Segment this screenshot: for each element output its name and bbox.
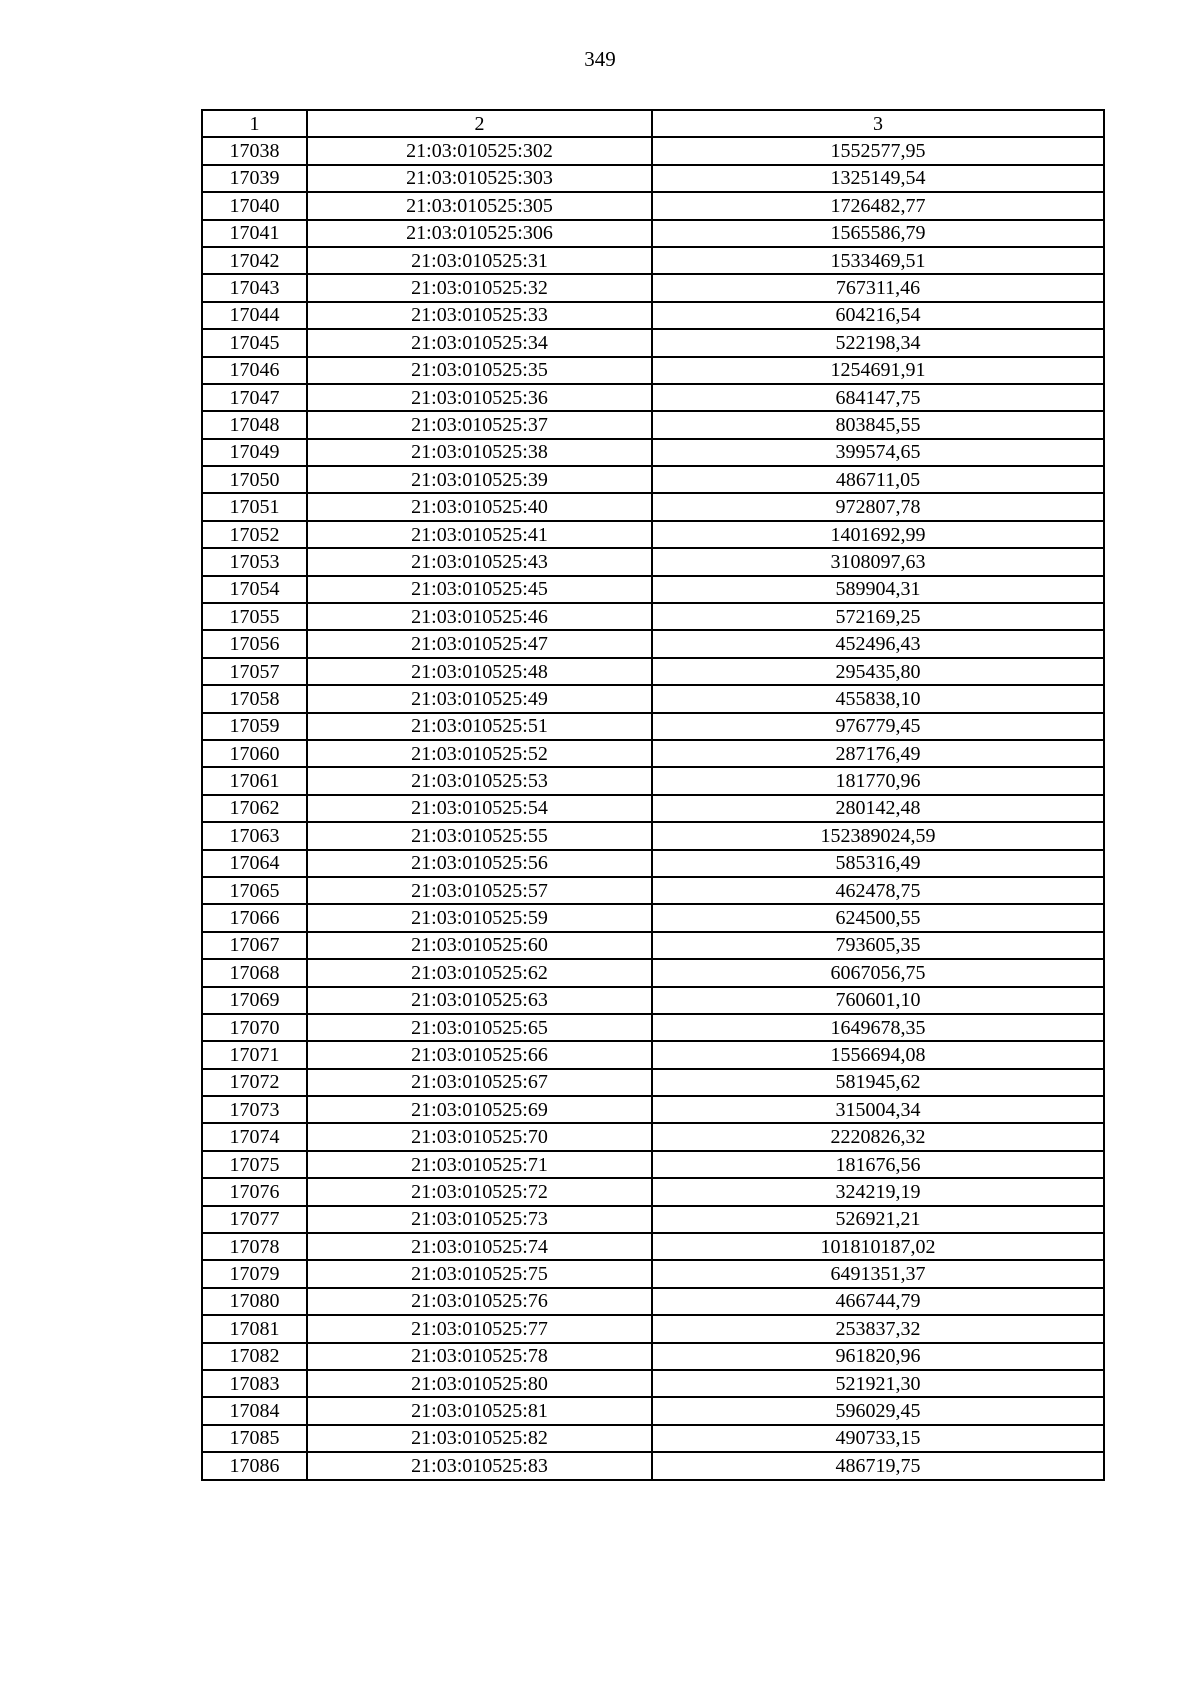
value-cell: 589904,31 (652, 576, 1104, 603)
row-number-cell: 17040 (202, 192, 307, 219)
value-cell: 1533469,51 (652, 247, 1104, 274)
cadastral-number-cell: 21:03:010525:81 (307, 1397, 652, 1424)
table-row (202, 767, 1104, 794)
cadastral-number-cell: 21:03:010525:48 (307, 658, 652, 685)
cadastral-number-cell: 21:03:010525:74 (307, 1233, 652, 1260)
row-number-cell: 17047 (202, 384, 307, 411)
row-number-cell: 17053 (202, 548, 307, 575)
table-row (202, 521, 1104, 548)
table-row (202, 1288, 1104, 1315)
row-number-cell: 17058 (202, 685, 307, 712)
table-row (202, 603, 1104, 630)
value-cell: 253837,32 (652, 1315, 1104, 1342)
table-row (202, 137, 1104, 164)
row-number-cell: 17051 (202, 493, 307, 520)
cadastral-number-cell: 21:03:010525:82 (307, 1425, 652, 1452)
row-number-cell: 17065 (202, 877, 307, 904)
row-number-cell: 17070 (202, 1014, 307, 1041)
cadastral-number-cell: 21:03:010525:43 (307, 548, 652, 575)
header-cell-col-1: 1 (202, 110, 307, 137)
value-cell: 793605,35 (652, 932, 1104, 959)
value-cell: 976779,45 (652, 713, 1104, 740)
table-row (202, 1206, 1104, 1233)
row-number-cell: 17061 (202, 767, 307, 794)
table-row (202, 1233, 1104, 1260)
row-number-cell: 17069 (202, 987, 307, 1014)
cadastral-number-cell: 21:03:010525:306 (307, 220, 652, 247)
value-cell: 315004,34 (652, 1096, 1104, 1123)
cadastral-number-cell: 21:03:010525:302 (307, 137, 652, 164)
row-number-cell: 17041 (202, 220, 307, 247)
table-row (202, 1397, 1104, 1424)
table-row (202, 959, 1104, 986)
table-row (202, 576, 1104, 603)
row-number-cell: 17059 (202, 713, 307, 740)
cadastral-number-cell: 21:03:010525:83 (307, 1452, 652, 1479)
row-number-cell: 17046 (202, 357, 307, 384)
table-row (202, 439, 1104, 466)
cadastral-number-cell: 21:03:010525:78 (307, 1343, 652, 1370)
value-cell: 1401692,99 (652, 521, 1104, 548)
data-table (201, 109, 1105, 1481)
row-number-cell: 17084 (202, 1397, 307, 1424)
cadastral-number-cell: 21:03:010525:77 (307, 1315, 652, 1342)
table-row (202, 740, 1104, 767)
table-row (202, 1260, 1104, 1287)
row-number-cell: 17068 (202, 959, 307, 986)
row-number-cell: 17086 (202, 1452, 307, 1479)
cadastral-number-cell: 21:03:010525:303 (307, 165, 652, 192)
row-number-cell: 17049 (202, 439, 307, 466)
value-cell: 624500,55 (652, 904, 1104, 931)
table-row (202, 1151, 1104, 1178)
value-cell: 1254691,91 (652, 357, 1104, 384)
table-row (202, 357, 1104, 384)
cadastral-number-cell: 21:03:010525:57 (307, 877, 652, 904)
value-cell: 6491351,37 (652, 1260, 1104, 1287)
cadastral-number-cell: 21:03:010525:54 (307, 795, 652, 822)
table-row (202, 1315, 1104, 1342)
row-number-cell: 17056 (202, 630, 307, 657)
row-number-cell: 17052 (202, 521, 307, 548)
table-row (202, 329, 1104, 356)
table-row (202, 658, 1104, 685)
table-row (202, 165, 1104, 192)
row-number-cell: 17074 (202, 1123, 307, 1150)
value-cell: 466744,79 (652, 1288, 1104, 1315)
row-number-cell: 17043 (202, 274, 307, 301)
value-cell: 1726482,77 (652, 192, 1104, 219)
value-cell: 462478,75 (652, 877, 1104, 904)
value-cell: 101810187,02 (652, 1233, 1104, 1260)
table-row (202, 1123, 1104, 1150)
value-cell: 526921,21 (652, 1206, 1104, 1233)
row-number-cell: 17075 (202, 1151, 307, 1178)
cadastral-number-cell: 21:03:010525:67 (307, 1069, 652, 1096)
value-cell: 803845,55 (652, 411, 1104, 438)
table-row (202, 411, 1104, 438)
value-cell: 287176,49 (652, 740, 1104, 767)
cadastral-number-cell: 21:03:010525:40 (307, 493, 652, 520)
value-cell: 596029,45 (652, 1397, 1104, 1424)
row-number-cell: 17054 (202, 576, 307, 603)
value-cell: 6067056,75 (652, 959, 1104, 986)
row-number-cell: 17050 (202, 466, 307, 493)
table-row (202, 987, 1104, 1014)
row-number-cell: 17079 (202, 1260, 307, 1287)
table-row (202, 1343, 1104, 1370)
value-cell: 490733,15 (652, 1425, 1104, 1452)
row-number-cell: 17048 (202, 411, 307, 438)
value-cell: 2220826,32 (652, 1123, 1104, 1150)
row-number-cell: 17055 (202, 603, 307, 630)
table-row (202, 1178, 1104, 1205)
cadastral-number-cell: 21:03:010525:45 (307, 576, 652, 603)
value-cell: 1552577,95 (652, 137, 1104, 164)
cadastral-number-cell: 21:03:010525:36 (307, 384, 652, 411)
row-number-cell: 17080 (202, 1288, 307, 1315)
cadastral-number-cell: 21:03:010525:65 (307, 1014, 652, 1041)
cadastral-number-cell: 21:03:010525:60 (307, 932, 652, 959)
cadastral-number-cell: 21:03:010525:33 (307, 302, 652, 329)
row-number-cell: 17062 (202, 795, 307, 822)
cadastral-number-cell: 21:03:010525:72 (307, 1178, 652, 1205)
value-cell: 152389024,59 (652, 822, 1104, 849)
row-number-cell: 17083 (202, 1370, 307, 1397)
value-cell: 521921,30 (652, 1370, 1104, 1397)
header-cell-col-2: 2 (307, 110, 652, 137)
value-cell: 486711,05 (652, 466, 1104, 493)
cadastral-number-cell: 21:03:010525:53 (307, 767, 652, 794)
cadastral-number-cell: 21:03:010525:63 (307, 987, 652, 1014)
value-cell: 1649678,35 (652, 1014, 1104, 1041)
row-number-cell: 17057 (202, 658, 307, 685)
value-cell: 585316,49 (652, 850, 1104, 877)
table-row (202, 822, 1104, 849)
value-cell: 684147,75 (652, 384, 1104, 411)
table-row (202, 1041, 1104, 1068)
cadastral-number-cell: 21:03:010525:52 (307, 740, 652, 767)
cadastral-number-cell: 21:03:010525:37 (307, 411, 652, 438)
cadastral-number-cell: 21:03:010525:66 (307, 1041, 652, 1068)
value-cell: 295435,80 (652, 658, 1104, 685)
cadastral-number-cell: 21:03:010525:56 (307, 850, 652, 877)
cadastral-number-cell: 21:03:010525:51 (307, 713, 652, 740)
value-cell: 1556694,08 (652, 1041, 1104, 1068)
table-header (202, 110, 1104, 137)
value-cell: 604216,54 (652, 302, 1104, 329)
cadastral-number-cell: 21:03:010525:73 (307, 1206, 652, 1233)
row-number-cell: 17066 (202, 904, 307, 931)
value-cell: 280142,48 (652, 795, 1104, 822)
cadastral-number-cell: 21:03:010525:31 (307, 247, 652, 274)
row-number-cell: 17045 (202, 329, 307, 356)
table-row (202, 1370, 1104, 1397)
value-cell: 486719,75 (652, 1452, 1104, 1479)
row-number-cell: 17064 (202, 850, 307, 877)
table-row (202, 466, 1104, 493)
cadastral-number-cell: 21:03:010525:75 (307, 1260, 652, 1287)
value-cell: 961820,96 (652, 1343, 1104, 1370)
cadastral-number-cell: 21:03:010525:69 (307, 1096, 652, 1123)
cadastral-number-cell: 21:03:010525:62 (307, 959, 652, 986)
value-cell: 455838,10 (652, 685, 1104, 712)
cadastral-number-cell: 21:03:010525:71 (307, 1151, 652, 1178)
table-row (202, 1452, 1104, 1479)
header-row (202, 110, 1104, 137)
table-row (202, 850, 1104, 877)
row-number-cell: 17073 (202, 1096, 307, 1123)
row-number-cell: 17044 (202, 302, 307, 329)
row-number-cell: 17076 (202, 1178, 307, 1205)
row-number-cell: 17072 (202, 1069, 307, 1096)
value-cell: 572169,25 (652, 603, 1104, 630)
table-row (202, 493, 1104, 520)
cadastral-number-cell: 21:03:010525:305 (307, 192, 652, 219)
table-row (202, 1014, 1104, 1041)
cadastral-number-cell: 21:03:010525:70 (307, 1123, 652, 1150)
table-row (202, 685, 1104, 712)
table-row (202, 274, 1104, 301)
cadastral-number-cell: 21:03:010525:47 (307, 630, 652, 657)
cadastral-number-cell: 21:03:010525:38 (307, 439, 652, 466)
row-number-cell: 17060 (202, 740, 307, 767)
table-row (202, 904, 1104, 931)
table-row (202, 1069, 1104, 1096)
table-row (202, 192, 1104, 219)
value-cell: 452496,43 (652, 630, 1104, 657)
row-number-cell: 17071 (202, 1041, 307, 1068)
cadastral-number-cell: 21:03:010525:80 (307, 1370, 652, 1397)
row-number-cell: 17085 (202, 1425, 307, 1452)
row-number-cell: 17082 (202, 1343, 307, 1370)
value-cell: 324219,19 (652, 1178, 1104, 1205)
cadastral-number-cell: 21:03:010525:46 (307, 603, 652, 630)
table-row (202, 302, 1104, 329)
header-cell-col-3: 3 (652, 110, 1104, 137)
table-row (202, 713, 1104, 740)
row-number-cell: 17077 (202, 1206, 307, 1233)
cadastral-number-cell: 21:03:010525:41 (307, 521, 652, 548)
value-cell: 522198,34 (652, 329, 1104, 356)
cadastral-number-cell: 21:03:010525:39 (307, 466, 652, 493)
table-body (202, 137, 1104, 1479)
value-cell: 581945,62 (652, 1069, 1104, 1096)
cadastral-number-cell: 21:03:010525:35 (307, 357, 652, 384)
table-row (202, 548, 1104, 575)
value-cell: 760601,10 (652, 987, 1104, 1014)
table-row (202, 247, 1104, 274)
row-number-cell: 17081 (202, 1315, 307, 1342)
table-row (202, 932, 1104, 959)
row-number-cell: 17042 (202, 247, 307, 274)
table-row (202, 795, 1104, 822)
cadastral-number-cell: 21:03:010525:34 (307, 329, 652, 356)
cadastral-number-cell: 21:03:010525:76 (307, 1288, 652, 1315)
table-row (202, 1096, 1104, 1123)
cadastral-number-cell: 21:03:010525:59 (307, 904, 652, 931)
value-cell: 767311,46 (652, 274, 1104, 301)
row-number-cell: 17078 (202, 1233, 307, 1260)
value-cell: 399574,65 (652, 439, 1104, 466)
value-cell: 181676,56 (652, 1151, 1104, 1178)
value-cell: 972807,78 (652, 493, 1104, 520)
row-number-cell: 17063 (202, 822, 307, 849)
table-row (202, 384, 1104, 411)
row-number-cell: 17038 (202, 137, 307, 164)
table-row (202, 1425, 1104, 1452)
cadastral-number-cell: 21:03:010525:32 (307, 274, 652, 301)
cadastral-number-cell: 21:03:010525:49 (307, 685, 652, 712)
value-cell: 181770,96 (652, 767, 1104, 794)
value-cell: 1325149,54 (652, 165, 1104, 192)
page-number: 349 (584, 47, 616, 71)
value-cell: 3108097,63 (652, 548, 1104, 575)
row-number-cell: 17039 (202, 165, 307, 192)
table-row (202, 877, 1104, 904)
cadastral-number-cell: 21:03:010525:55 (307, 822, 652, 849)
table-row (202, 630, 1104, 657)
table-row (202, 220, 1104, 247)
row-number-cell: 17067 (202, 932, 307, 959)
value-cell: 1565586,79 (652, 220, 1104, 247)
